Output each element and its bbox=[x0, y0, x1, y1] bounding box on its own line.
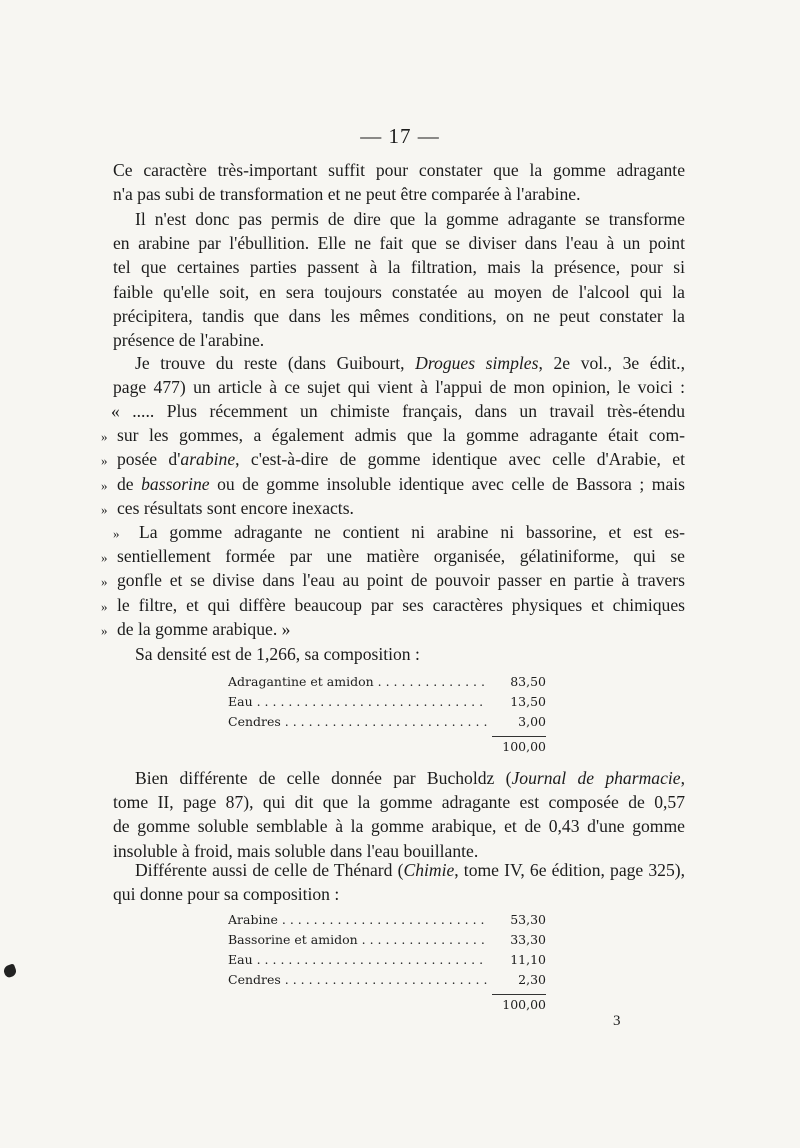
text-line: » sur les gommes, a également admis que la gomme adragante était com- bbox=[101, 425, 685, 446]
page-number: — 17 — bbox=[360, 124, 440, 148]
table-total: 100,00 bbox=[502, 997, 546, 1012]
text-line: insoluble à froid, mais soluble dans l'eau bouillante. bbox=[113, 840, 479, 861]
text-line: » ces résultats sont encore inexacts. bbox=[101, 497, 354, 518]
paragraph-6 bbox=[113, 858, 685, 906]
text-line: » posée d'arabine, c'est-à-dire de gomme identique avec celle d'Arabie, et bbox=[101, 449, 685, 470]
text-line: n'a pas subi de transformation et ne peut être comparée à l'arabine. bbox=[113, 184, 581, 205]
text-line: tome II, page 87), qui dit que la gomme adragante est composée de 0,57 bbox=[113, 792, 685, 813]
journal-title: Journal de pharmacie bbox=[511, 768, 681, 788]
paragraph-2 bbox=[113, 207, 685, 352]
text-line: de gomme soluble semblable à la gomme arabique, et de 0,43 d'une gomme bbox=[113, 816, 685, 837]
signature-mark: 3 bbox=[613, 1013, 621, 1029]
book-title: Drogues simples bbox=[415, 353, 539, 373]
text-line: Il n'est donc pas permis de dire que la gomme adragante se transforme bbox=[135, 209, 685, 229]
table-row: Bassorine et amidon . . . 33,30 bbox=[228, 930, 546, 950]
paragraph-1 bbox=[113, 158, 685, 206]
text-line: » de bassorine ou de gomme insoluble identique avec celle de Bassora ; mais bbox=[101, 473, 685, 494]
table-row: Arabine . . . 53,30 bbox=[228, 910, 546, 930]
table-row: Cendres . . . 3,00 bbox=[228, 712, 546, 732]
book-title: Chimie bbox=[403, 860, 455, 880]
table-total: 100,00 bbox=[502, 739, 546, 754]
text-line: Sa densité est de 1,266, sa composition : bbox=[135, 644, 420, 664]
text-line: Je trouve du reste (dans Guibourt, Drogues simples, 2e vol., 3e édit., bbox=[135, 353, 685, 373]
text-line: » de la gomme arabique. » bbox=[101, 618, 291, 639]
paragraph-5 bbox=[113, 766, 685, 863]
table-row: Cendres . . . 2,30 bbox=[228, 970, 546, 990]
paragraph-3 bbox=[113, 351, 685, 399]
table-row: Eau . . . 11,10 bbox=[228, 950, 546, 970]
table-row: Adragantine et amidon . . . 83,50 bbox=[228, 672, 546, 692]
quotation bbox=[101, 399, 685, 641]
text-line: » le filtre, et qui diffère beaucoup par ses caractères physiques et chimiques bbox=[101, 594, 685, 615]
text-line: » La gomme adragante ne contient ni arabine ni bassorine, et est es- bbox=[113, 521, 685, 542]
text-line: » gonfle et se divise dans l'eau au point de pouvoir passer en partie à travers bbox=[101, 570, 685, 591]
composition-table-2 bbox=[228, 910, 546, 1015]
text-line: page 477) un article à ce sujet qui vient à l'appui de mon opinion, le voici : bbox=[113, 377, 685, 398]
text-line: « ..... Plus récemment un chimiste français, dans un travail très-étendu bbox=[111, 401, 685, 421]
text-line: présence de l'arabine. bbox=[113, 329, 265, 350]
text-line: Ce caractère très-important suffit pour constater que la gomme adragante bbox=[113, 160, 685, 180]
text-line: tel que certaines parties passent à la filtration, mais la présence, pour si bbox=[113, 257, 685, 278]
text-line: Différente aussi de celle de Thénard (Chimie, tome IV, 6e édition, page 325), bbox=[135, 860, 685, 880]
text-line: qui donne pour sa composition : bbox=[113, 884, 340, 905]
text-line: faible qu'elle soit, en sera toujours constatée au moyen de l'alcool qui la bbox=[113, 281, 685, 302]
text-line: » sentiellement formée par une matière organisée, gélatiniforme, qui se bbox=[101, 546, 685, 567]
table-row: Eau . . . 13,50 bbox=[228, 692, 546, 712]
text-line: Bien différente de celle donnée par Bucholdz (Journal de pharmacie, bbox=[135, 768, 685, 788]
text-line: en arabine par l'ébullition. Elle ne fait que se diviser dans l'eau à un point bbox=[113, 233, 685, 254]
paragraph-4 bbox=[113, 642, 685, 666]
composition-table-1 bbox=[228, 672, 546, 757]
text-line: précipitera, tandis que dans les mêmes conditions, on ne peut constater la bbox=[113, 305, 685, 326]
ink-blot-icon bbox=[2, 963, 17, 978]
